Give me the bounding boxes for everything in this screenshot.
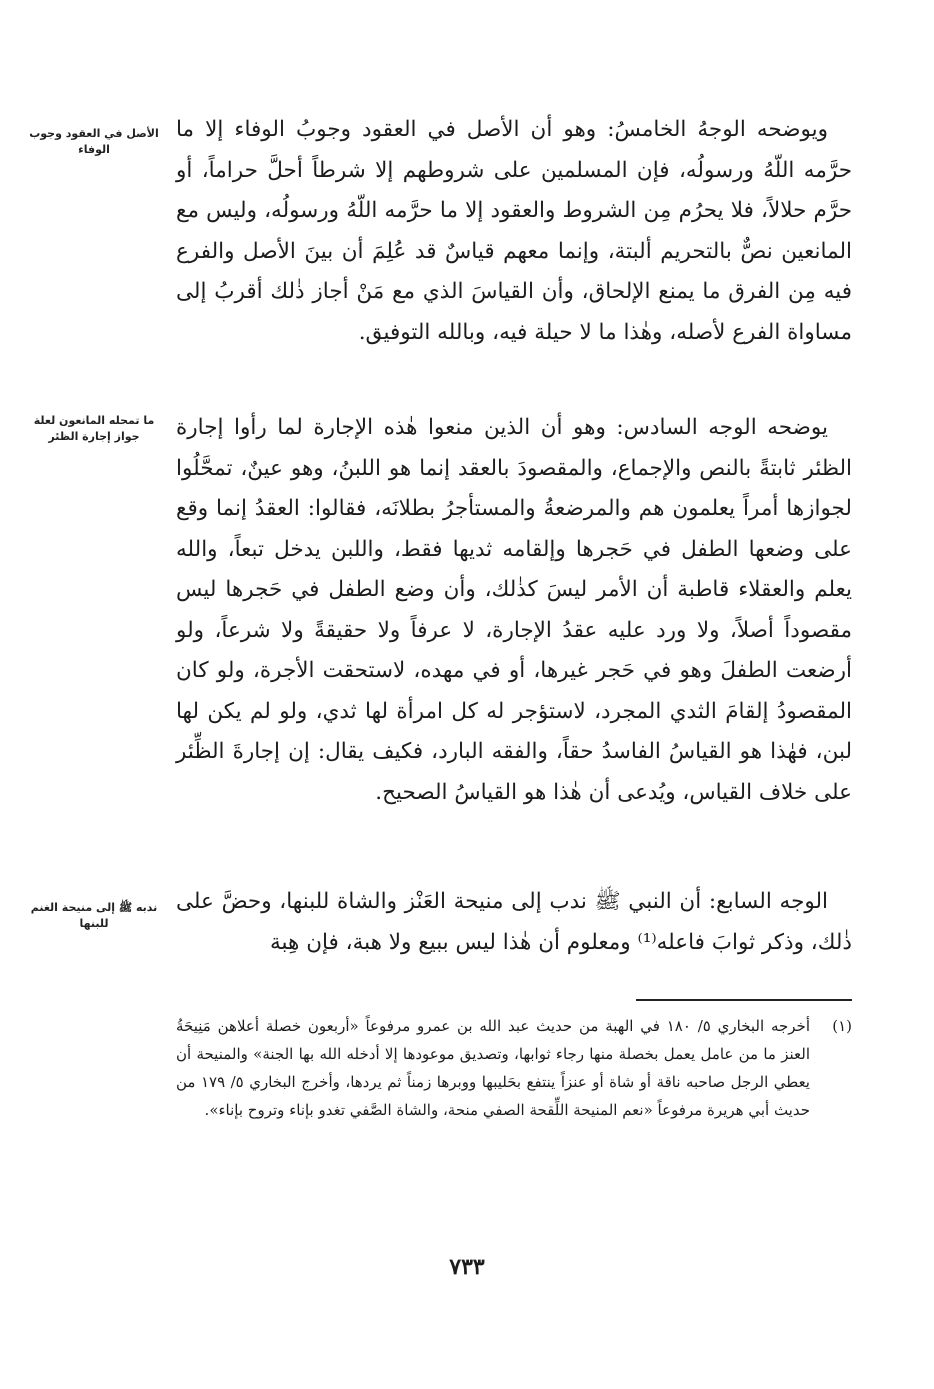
footnote-divider bbox=[636, 999, 852, 1001]
paragraph-text: ويوضحه الوجهُ الخامسُ: وهو أن الأصل في العقود وجوبُ الوفاء إلا ما حرَّمه اللّهُ ورسولُه، فإن المسلمين على شروطهم إلا شرطاً أحلَّ حراماً، أو حرَّم حلالاً، فلا يحرُم مِن الشروط والعقود إلا ما حرَّمه اللّهُ ورسولُه، وليس مع المانعين نصٌّ بالتحريم ألبتة، وإنما معهم قياسٌ قد عُلِمَ أن بينَ الأصل والفرع فيه مِن الفرق ما يمنع الإلحاق، وأن القياسَ الذي مع مَنْ أجاز ذٰلك أقربُ إلى مساواة الفرع لأصله، وهٰذا ما لا حيلة فيه، وبالله التوفيق. bbox=[176, 117, 852, 345]
paragraph-text: الوجه السابع: أن النبي ﷺ ندب إلى منيحة العَنْز والشاة للبنها، وحضَّ على ذٰلك، وذكر ثوابَ فاعله⁽¹⁾ ومعلوم أن هٰذا ليس ببيع ولا هبة، فإن هِبة bbox=[176, 889, 852, 955]
margin-note-contracts: الأصل في العقود وجوب الوفاء bbox=[29, 127, 159, 156]
margin-note-manihah: ندبه ﷺ إلى منيحة الغنم للبنها bbox=[30, 901, 158, 930]
paragraph-seventh-aspect bbox=[176, 882, 852, 963]
paragraph-sixth-aspect bbox=[176, 408, 852, 813]
footnote-text: أخرجه البخاري ٥/ ١٨٠ في الهبة من حديث عبد الله بن عمرو مرفوعاً «أربعون خصلة أعلاهن مَنِيحَةُ العنز ما من عامل يعمل بخصلة منها رجاء ثوابها، وتصديق موعودها إلا أدخله الله بها الجنة» والمنيحة أن يعطي الرجل صاحبه ناقة أو شاة أو عنزاً ينتفع بحَليبها ووبرها زمناً ثم يردها، وأخرج البخاري ٥/ ١٧٩ من حديث أبي هريرة مرفوعاً «نعم المنيحة اللِّقحة الصفي منحة، والشاة الصَّفي تغدو بإناء وتروح بإناء». bbox=[176, 1017, 810, 1119]
footnote-number: (١) bbox=[832, 1017, 852, 1035]
paragraph-fifth-aspect bbox=[176, 110, 852, 353]
page-number: ٧٣٣ bbox=[449, 1254, 485, 1280]
footnote bbox=[176, 1012, 852, 1124]
margin-note-wet-nurse: ما تمحله المانعون لعلة جواز إجارة الظئر bbox=[33, 414, 155, 443]
paragraph-text: يوضحه الوجه السادس: وهو أن الذين منعوا هٰذه الإجارة لما رأوا إجارة الظئر ثابتةً بالنص والإجماع، والمقصودَ بالعقد إنما هو اللبنُ، وهو عينٌ، تمحَّلُوا لجوازها أمراً يعلمون هم والمرضعةُ والمستأجرُ بطلانَه، فقالوا: العقدُ إنما وقع على وضعها الطفل في حَجرها وإلقامه ثديها فقط، واللبن يدخل تبعاً، والله يعلم والعقلاء قاطبة أن الأمر ليسَ كذٰلك، وأن وضع الطفل في حَجرها ليس مقصوداً أصلاً، ولا ورد عليه عقدُ الإجارة، لا عرفاً ولا حقيقةً ولا شرعاً، ولو أرضعت الطفلَ وهو في حَجر غيرها، أو في مهده، لاستحقت الأجرة، ولو كان المقصودُ إلقامَ الثدي المجرد، لاستؤجر له كل امرأة لها ثدي، ولو لم يكن لها لبن، فهٰذا هو القياسُ الفاسدُ حقاً، والفقه البارد، فكيف يقال: إن إجارةَ الظِّئر على خلاف القياس، ويُدعى أن هٰذا هو القياسُ الصحيح. bbox=[176, 415, 852, 805]
